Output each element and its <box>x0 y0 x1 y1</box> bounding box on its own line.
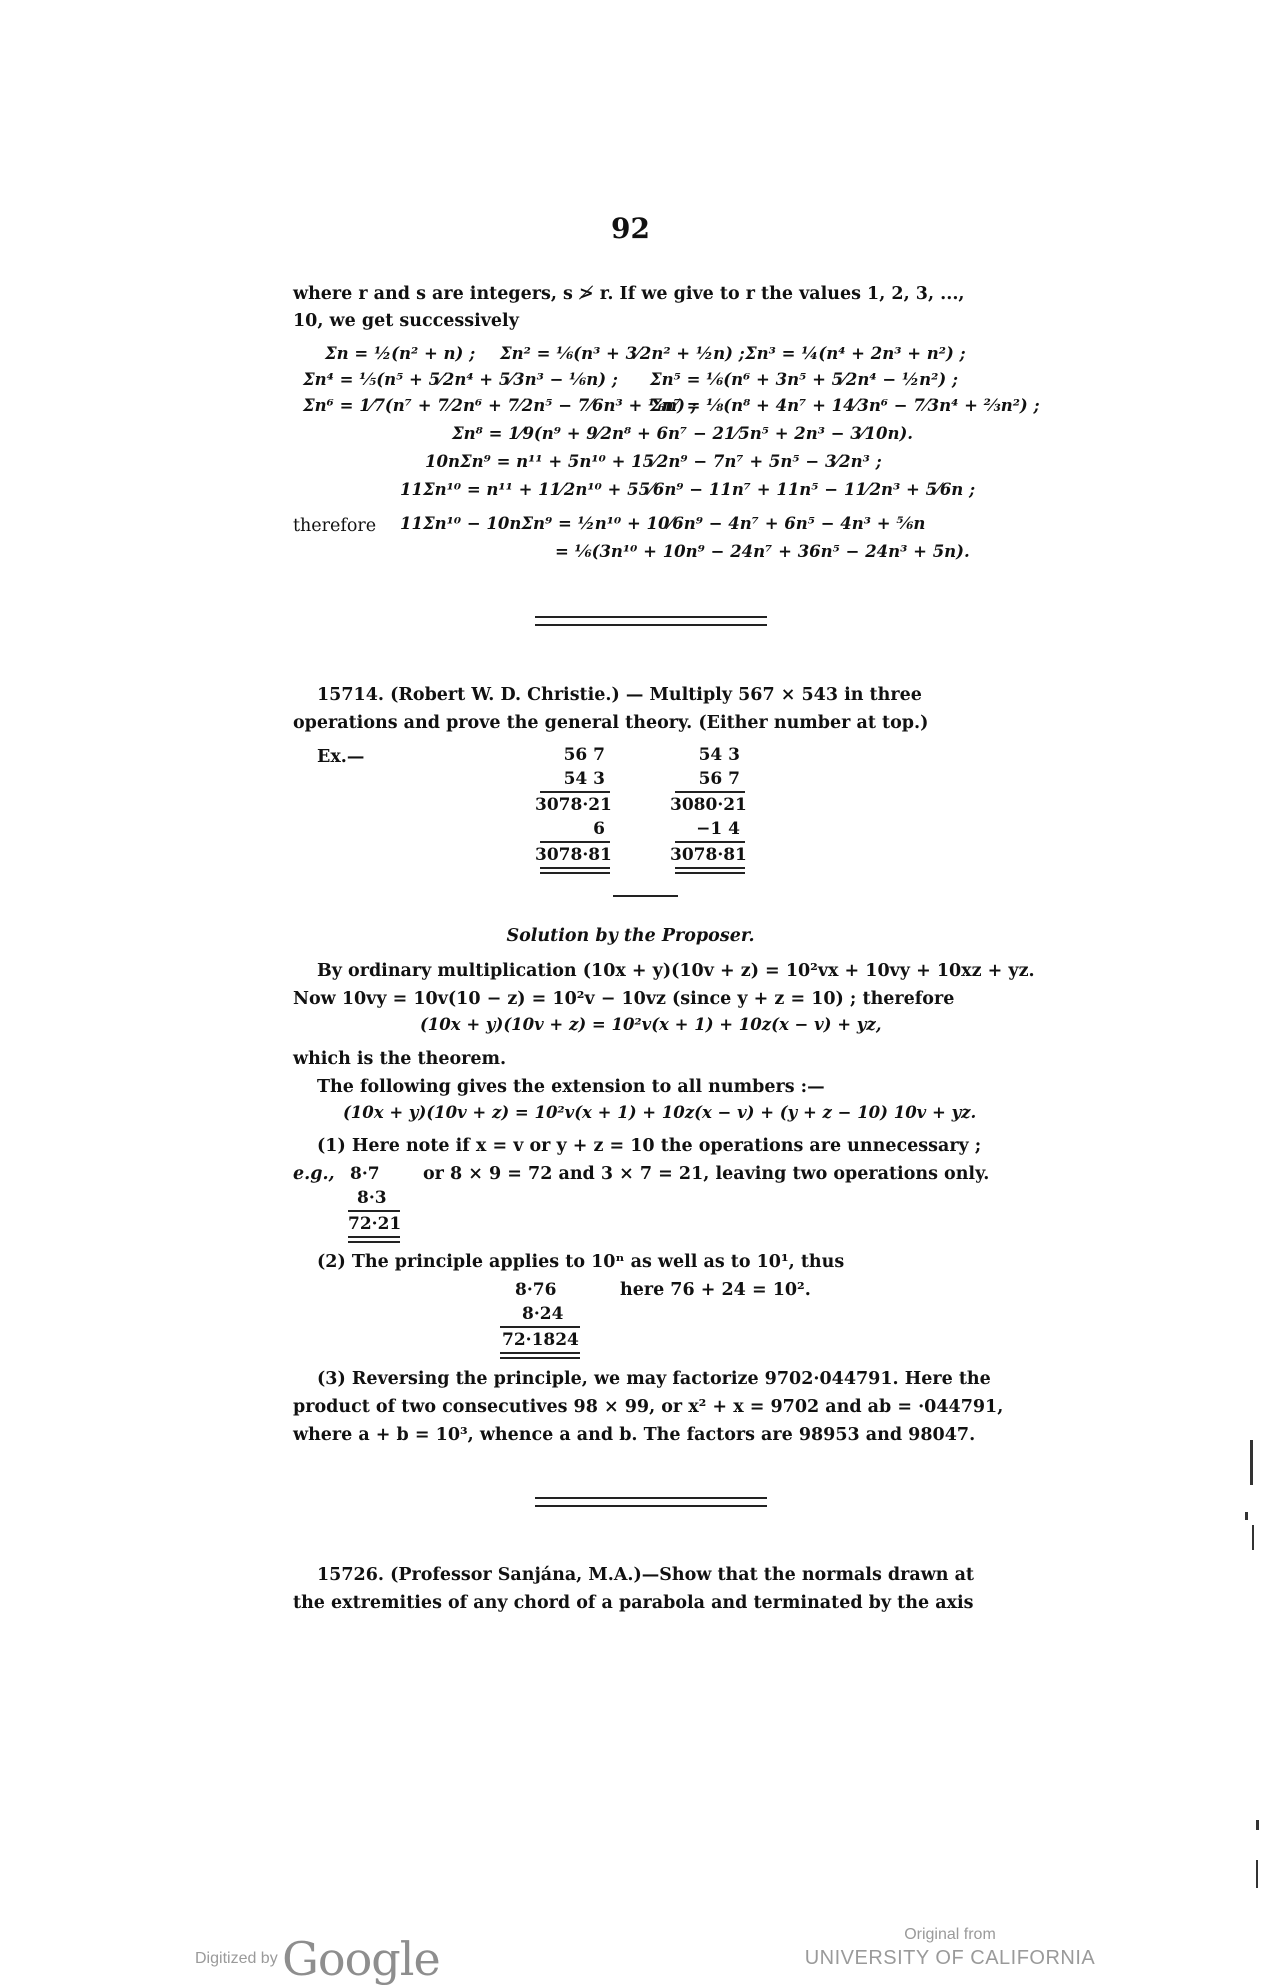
mult-col2-result: 3078·81 <box>670 845 747 865</box>
digitized-by-label: Digitized by <box>195 1950 278 1967</box>
original-from <box>800 1925 1100 1971</box>
mult-col2-multiplier: 56 7 <box>698 769 740 789</box>
mult-col2-double-rule <box>675 867 745 874</box>
mult-col1-result: 3078·81 <box>535 845 612 865</box>
equation-10n-sum-n9: 10nΣn⁹ = n¹¹ + 5n¹⁰ + 15⁄2n⁹ − 7n⁷ + 5n⁵ − 3⁄2n³ ; <box>425 452 882 471</box>
problem-15714-heading: 15714. (Robert W. D. Christie.) — Multiply 567 × 543 in three <box>317 685 922 705</box>
equation-sum-n4: Σn⁴ = ⅕(n⁵ + 5⁄2n⁴ + 5⁄3n³ − ⅙n) ; <box>303 370 618 389</box>
extension-equation: (10x + y)(10v + z) = 10²v(x + 1) + 10z(x − v) + (y + z − 10) 10v + yz. <box>343 1103 977 1122</box>
university-label: UNIVERSITY OF CALIFORNIA <box>804 1947 1096 1969</box>
mult-col1-partial: 3078·21 <box>535 795 612 815</box>
note-1-eg-label: e.g., <box>293 1164 335 1184</box>
equation-result: = ⅙(3n¹⁰ + 10n⁹ − 24n⁷ + 36n⁵ − 24n³ + 5n). <box>555 542 970 561</box>
equation-sum-n: Σn = ½(n² + n) ; <box>325 344 476 363</box>
equation-11-sum-n10: 11Σn¹⁰ = n¹¹ + 11⁄2n¹⁰ + 55⁄6n⁹ − 11n⁷ + 11n⁵ − 11⁄2n³ + 5⁄6n ; <box>400 480 976 499</box>
scan-mark <box>1252 1525 1254 1550</box>
scan-mark <box>1245 1512 1248 1520</box>
solution-line-2: Now 10vy = 10v(10 − z) = 10²v − 10vz (since y + z = 10) ; therefore <box>293 989 955 1009</box>
digitized-by-google <box>195 1932 440 1986</box>
example-label: Ex.— <box>317 747 365 767</box>
note-3-line-1: (3) Reversing the principle, we may factorize 9702·044791. Here the <box>317 1369 991 1389</box>
problem-15726-line-1: 15726. (Professor Sanjána, M.A.)—Show that the normals drawn at <box>317 1565 974 1585</box>
scan-mark <box>1256 1820 1259 1830</box>
scan-mark <box>1256 1860 1258 1888</box>
note-1-multiplicand: 8·7 <box>350 1164 380 1184</box>
scan-mark <box>1250 1440 1253 1485</box>
mult-col2-partial: 3080·21 <box>670 795 747 815</box>
intro-line-1: where r and s are integers, s ≯ r. If we give to r the values 1, 2, 3, ..., <box>293 284 965 304</box>
page-number: 92 <box>611 212 650 245</box>
mult-col2-multiplicand: 54 3 <box>698 745 740 765</box>
problem-15726-line-2: the extremities of any chord of a parabola and terminated by the axis <box>293 1593 974 1613</box>
solution-identity: (10x + y)(10v + z) = 10²v(x + 1) + 10z(x − v) + yz, <box>420 1015 882 1034</box>
solution-heading: Solution by the Proposer. <box>506 926 755 946</box>
note-1-line-1: (1) Here note if x = v or y + z = 10 the operations are unnecessary ; <box>317 1136 982 1156</box>
intro-line-2: 10, we get successively <box>293 311 519 331</box>
note-1-multiplier: 8·3 <box>357 1188 387 1208</box>
note-2-double-rule <box>500 1352 580 1359</box>
note-2-remark: here 76 + 24 = 10². <box>620 1280 811 1300</box>
equation-sum-n5: Σn⁵ = ⅙(n⁶ + 3n⁵ + 5⁄2n⁴ − ½n²) ; <box>650 370 958 389</box>
note-3-line-2: product of two consecutives 98 × 99, or x² + x = 9702 and ab = ·044791, <box>293 1397 1004 1417</box>
solution-line-1: By ordinary multiplication (10x + y)(10v + z) = 10²vx + 10vy + 10xz + yz. <box>317 961 1035 981</box>
note-2-line-1: (2) The principle applies to 10ⁿ as well as to 10¹, thus <box>317 1252 845 1272</box>
note-1-rest: or 8 × 9 = 72 and 3 × 7 = 21, leaving two operations only. <box>423 1164 990 1184</box>
solution-line-3: which is the theorem. <box>293 1049 507 1069</box>
equation-sum-n2: Σn² = ⅙(n³ + 3⁄2n² + ½n) ; <box>500 344 745 363</box>
problem-15714-line-2: operations and prove the general theory. (Either number at top.) <box>293 713 929 733</box>
note-1-result: 72·21 <box>348 1214 402 1234</box>
therefore-label: therefore <box>293 516 377 536</box>
note-2-multiplicand: 8·76 <box>515 1280 557 1300</box>
note-3-line-3: where a + b = 10³, whence a and b. The factors are 98953 and 98047. <box>293 1425 976 1445</box>
note-1-double-rule <box>348 1236 400 1243</box>
section-divider-2 <box>535 1497 767 1507</box>
mult-col2-correction: −1 4 <box>696 819 740 839</box>
short-divider <box>613 895 678 897</box>
equation-difference: 11Σn¹⁰ − 10nΣn⁹ = ½n¹⁰ + 10⁄6n⁹ − 4n⁷ + 6n⁵ − 4n³ + ⅚n <box>400 514 926 533</box>
mult-col1-multiplicand: 56 7 <box>563 745 605 765</box>
equation-sum-n6: Σn⁶ = 1⁄7(n⁷ + 7⁄2n⁶ + 7⁄2n⁵ − 7⁄6n³ + ⅙n) ; <box>303 396 697 415</box>
google-logo: Google <box>282 1932 440 1986</box>
original-from-label: Original from <box>904 1926 996 1943</box>
equation-sum-n7: Σn⁷ = ⅛(n⁸ + 4n⁷ + 14⁄3n⁶ − 7⁄3n⁴ + ⅔n²) ; <box>650 396 1040 415</box>
mult-col1-multiplier: 54 3 <box>563 769 605 789</box>
note-2-result: 72·1824 <box>502 1330 579 1350</box>
equation-sum-n8: Σn⁸ = 1⁄9(n⁹ + 9⁄2n⁸ + 6n⁷ − 21⁄5n⁵ + 2n³ − 3⁄10n). <box>452 424 914 443</box>
mult-col1-double-rule <box>540 867 610 874</box>
section-divider <box>535 616 767 626</box>
note-2-multiplier: 8·24 <box>522 1304 564 1324</box>
mult-col1-correction: 6 <box>593 819 605 839</box>
extension-intro: The following gives the extension to all numbers :— <box>317 1077 825 1097</box>
equation-sum-n3: Σn³ = ¼(n⁴ + 2n³ + n²) ; <box>745 344 966 363</box>
